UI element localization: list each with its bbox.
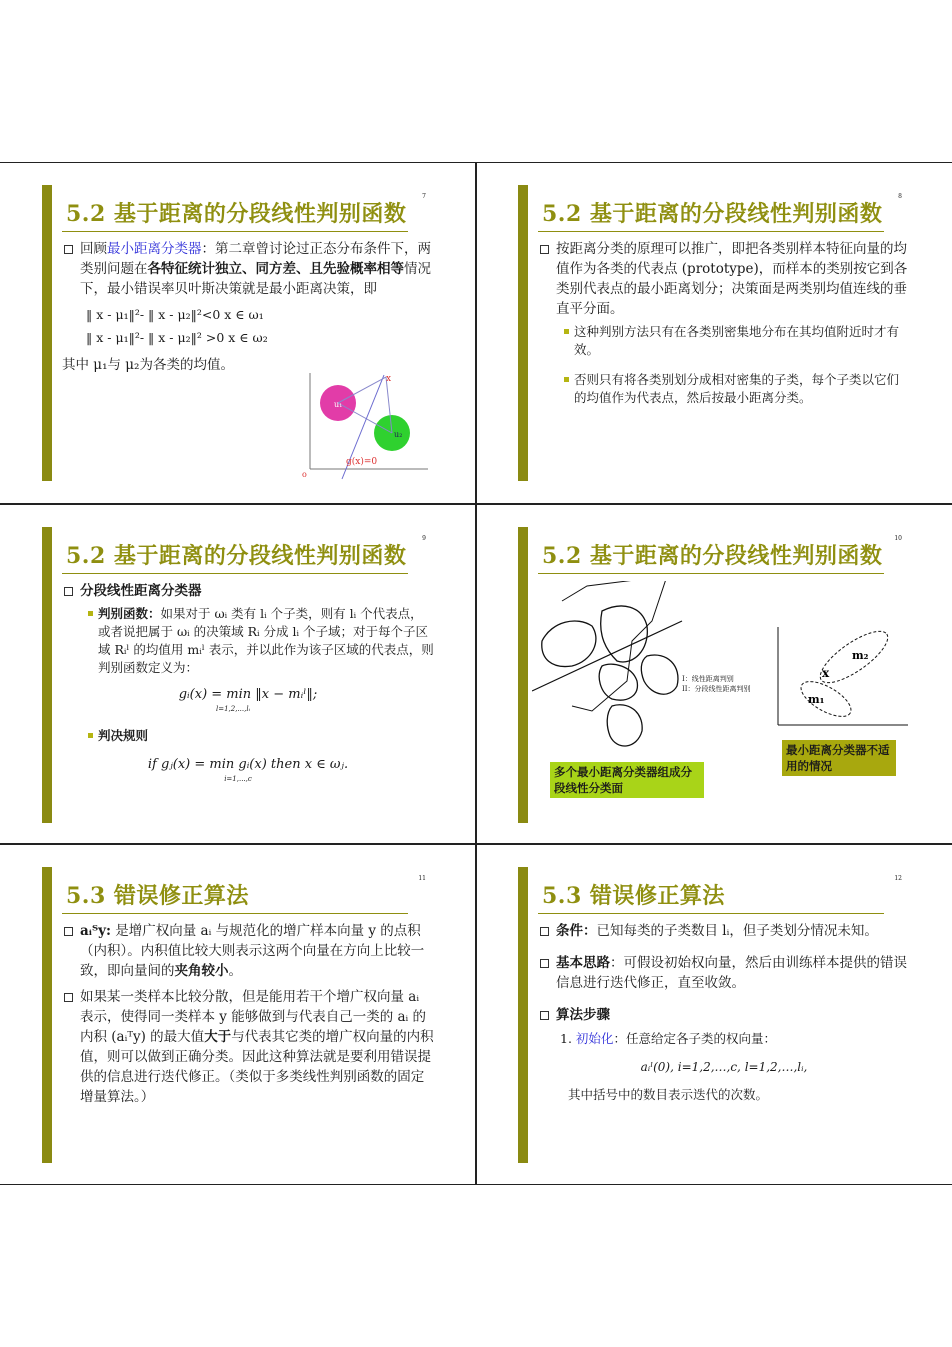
slide-8 [476, 163, 952, 503]
title-bar [518, 185, 528, 481]
equation-2: if gⱼ(x) = min gᵢ(x) then x ∈ ωⱼ. i=1,...,c [147, 757, 349, 783]
slide-title: 5.2 基于距离的分段线性判别函数 [66, 201, 407, 227]
slide-body [538, 921, 910, 1105]
bullet-steps: 算法步骤 [538, 1005, 910, 1025]
slide-12 [476, 845, 952, 1185]
slide-body [62, 921, 434, 1111]
init-link: 初始化 [575, 1031, 614, 1046]
slide-11 [0, 845, 476, 1185]
slide-body [538, 239, 910, 407]
mean-note: 其中 μ₁与 μ₂为各类的均值。 [62, 357, 234, 373]
sub-bullet-discriminant: 判别函数：如果对于 ωᵢ 类有 lᵢ 个子类，则有 lᵢ 个代表点，或者说把属于 ωᵢ 的决策域 Rᵢ 分成 lᵢ 个子域；对于每个子区域 Rᵢˡ 的均值用 mᵢˡ 表示，并以此作为该子区域的代表点，则判别函数定义为： [62, 605, 434, 677]
title-underline [538, 913, 884, 914]
title-underline [62, 913, 408, 914]
svg-text:x: x [822, 666, 830, 680]
bullet-inner-product: aᵢᵀy: 是增广权向量 aᵢ 与规范化的增广样本向量 y 的点积（内积）。内积值比较大则表示这两个向量在方向上比较一致，即向量间的夹角较小。 [62, 921, 434, 981]
step-1: 1. 初始化：任意给定各子类的权向量： [560, 1031, 776, 1046]
page-number: 9 [422, 535, 426, 542]
min-distance-link: 最小距离分类器 [107, 241, 202, 257]
title-underline [62, 231, 408, 232]
slide-title: 5.3 错误修正算法 [66, 883, 249, 909]
caption-subclass: 多个最小距离分类器组成分段线性分类面 [550, 762, 704, 798]
svg-text:u₂: u₂ [394, 430, 403, 439]
slide-title: 5.3 错误修正算法 [542, 883, 725, 909]
svg-text:x: x [386, 374, 392, 384]
bullet-paragraph: 回顾最小距离分类器：第二章曾讨论过正态分布条件下，两类别问题在各特征统计独立、同方差、且先验概率相等情况下，最小错误率贝叶斯决策就是最小距离决策，即 [62, 239, 434, 299]
slide-7 [0, 163, 476, 503]
svg-text:g(x)=0: g(x)=0 [346, 457, 378, 467]
slide-10 [476, 505, 952, 845]
bullet-scattered: 如果某一类样本比较分散，但是能用若干个增广权向量 aᵢ 表示，使得同一类样本 y 能够做到与代表自己一类的 aᵢ 的内积 (aᵢᵀy) 的最大值大于与代表其它类的增广权向量的内积值，则可以做到正确分类。因此这种算法就是要利用错误提供的信息进行迭代修正。（类似于多类线性判别函数的固定增量算法。） [62, 987, 434, 1107]
title-underline [538, 231, 884, 232]
page-number: 10 [894, 535, 902, 542]
page-number: 7 [422, 193, 426, 200]
formula-2: ‖ x - μ₁‖²- ‖ x - μ₂‖² >0 x ∈ ω₂ [86, 330, 268, 345]
page-number: 12 [894, 875, 902, 882]
iteration-note: 其中括号中的数目表示迭代的次数。 [568, 1087, 769, 1102]
svg-text:m₁: m₁ [808, 693, 825, 706]
sub-bullet-rule: 判决规则 [62, 727, 434, 745]
bullet-condition: 条件：已知每类的子类数目 lᵢ，但子类划分情况未知。 [538, 921, 910, 941]
equation-1: gᵢ(x) = min ‖x − mᵢˡ‖; l=1,2,...,lᵢ [178, 687, 318, 713]
bullet-paragraph: 按距离分类的原理可以推广，即把各类别样本特征向量的均值作为各类的代表点 (prototype)，而样本的类别按它到各类别代表点的最小距离划分；决策面是两类别均值连线的垂直平分面。 [538, 239, 910, 319]
slide-title: 5.2 基于距离的分段线性判别函数 [542, 543, 883, 569]
slide-title: 5.2 基于距离的分段线性判别函数 [542, 201, 883, 227]
sub-bullet-2: 否则只有将各类别划分成相对密集的子类，每个子类以它们的均值作为代表点，然后按最小距离分类。 [538, 371, 910, 407]
title-bar [42, 185, 52, 481]
title-bar [518, 527, 528, 823]
bullet-idea: 基本思路：可假设初始权向量，然后由训练样本提供的错误信息进行迭代修正，直至收敛。 [538, 953, 910, 993]
formula-1: ‖ x - μ₁‖²- ‖ x - μ₂‖²<0 x ∈ ω₁ [86, 307, 264, 322]
bullet-heading: 分段线性距离分类器 [62, 581, 434, 601]
title-underline [538, 573, 884, 574]
page-number: 11 [418, 875, 426, 882]
title-bar [42, 867, 52, 1163]
svg-text:o: o [302, 470, 307, 479]
svg-text:II：分段线性距离判别: II：分段线性距离判别 [682, 685, 751, 693]
svg-text:u₁: u₁ [334, 400, 343, 409]
ellipse-figure [774, 625, 914, 735]
title-bar [518, 867, 528, 1163]
title-underline [62, 573, 408, 574]
slide-body [62, 239, 434, 375]
svg-text:m₂: m₂ [852, 649, 869, 662]
slide-9 [0, 505, 476, 845]
caption-not-applicable: 最小距离分类器不适用的情况 [782, 740, 896, 776]
distance-figure [300, 363, 430, 483]
slide-body [62, 581, 434, 797]
init-equation: aᵢˡ(0), i=1,2,…,c, l=1,2,…,lᵢ, [640, 1060, 808, 1074]
page-number: 8 [898, 193, 902, 200]
svg-text:I：线性距离判别: I：线性距离判别 [682, 675, 734, 683]
sub-bullet-1: 这种判别方法只有在各类别密集地分布在其均值附近时才有效。 [538, 323, 910, 359]
slide-title: 5.2 基于距离的分段线性判别函数 [66, 543, 407, 569]
subclass-figure [532, 581, 772, 761]
